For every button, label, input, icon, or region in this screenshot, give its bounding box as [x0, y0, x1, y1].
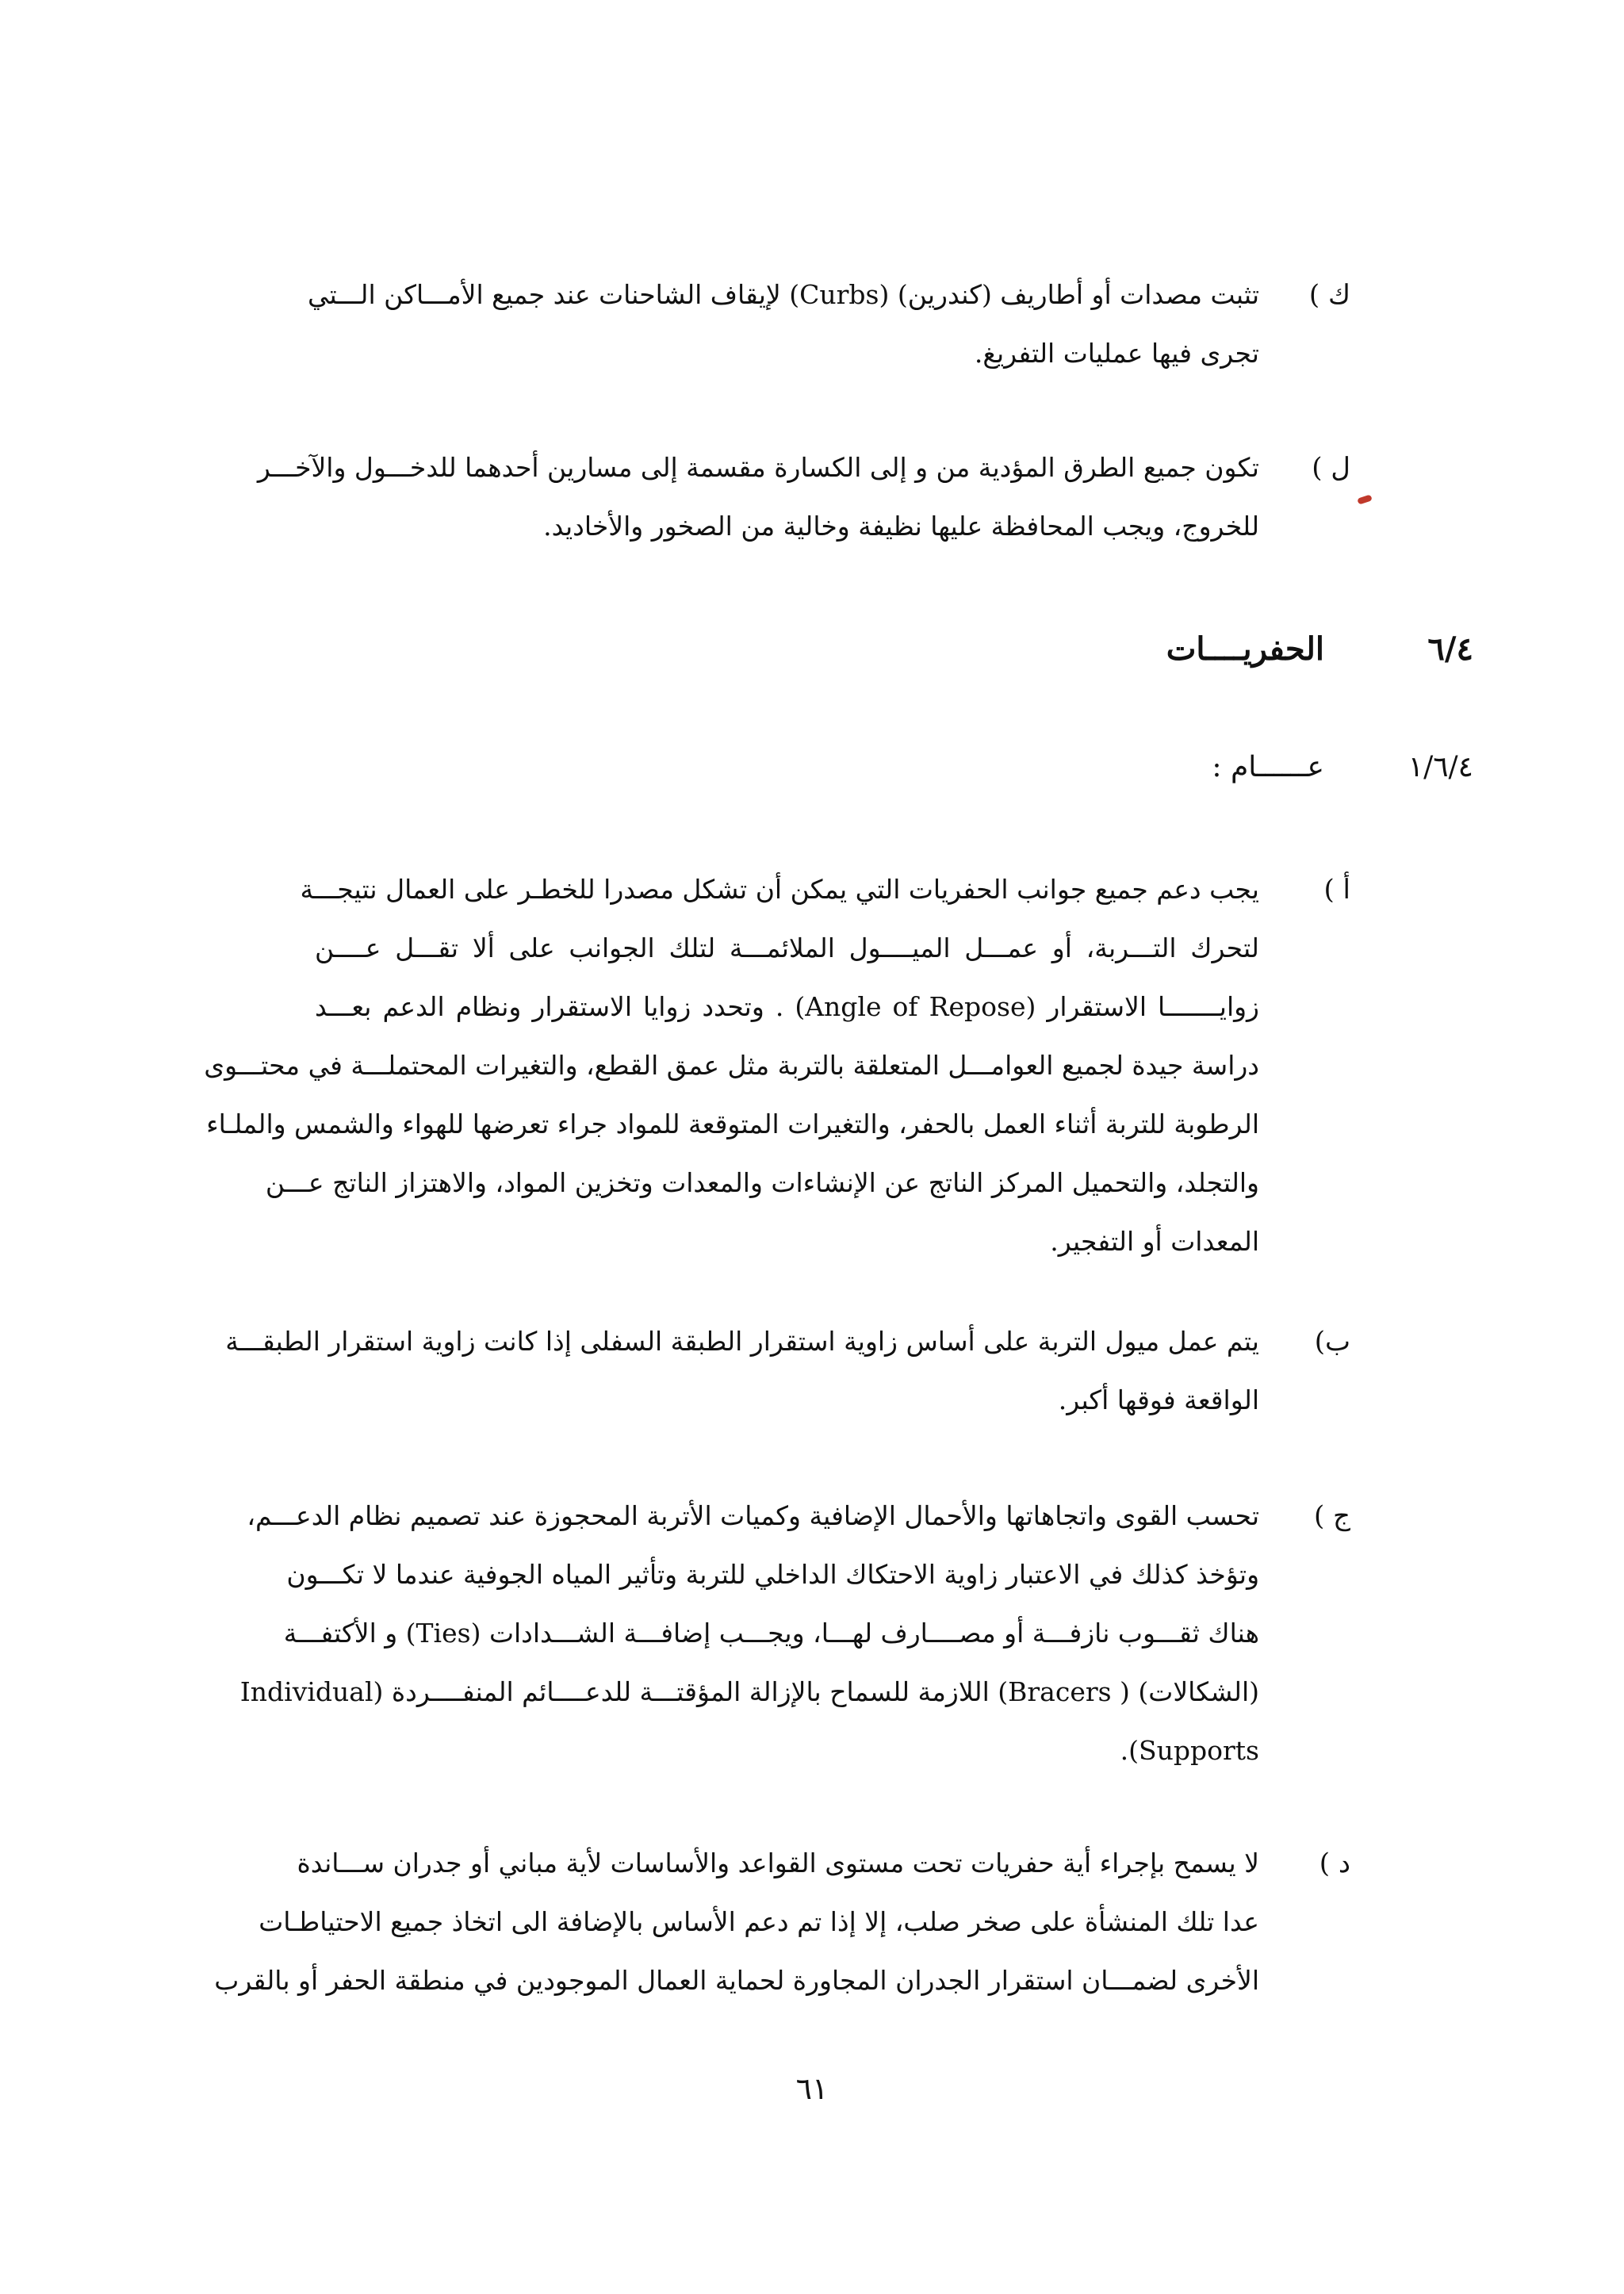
text-line: للخروج، ويجب المحافظة عليها نظيفة وخالية من الصخور والأخاديد.	[543, 511, 1259, 542]
text-line: Supports).	[1120, 1735, 1259, 1766]
list-item-kaf	[197, 266, 1350, 393]
item-label: ج )	[1313, 1500, 1350, 1532]
page-number: ٦١	[795, 2071, 829, 2106]
item-label: ك )	[1308, 279, 1350, 311]
text-line: لتحرك التـــربة، أو عمـــل الميــــول الملائمـــة لتلك الجوانب على ألا تقـــل عــــن	[315, 933, 1259, 963]
margin-mark	[1357, 494, 1373, 504]
subsection-title: عــــــام :	[1212, 751, 1324, 783]
section-number: ٦/٤	[1427, 630, 1473, 668]
item-text	[239, 1487, 1259, 1780]
text-line: الأخرى لضمـــان استقرار الجدران المجاورة لحماية العمال الموجودين في منطقة الحفر أو بالقرب	[214, 1965, 1259, 1996]
text-line: يتم عمل ميول التربة على أساس زاوية استقرار الطبقة السفلى إذا كانت زاوية استقرار الطبقـــة	[225, 1326, 1259, 1357]
item-label: د )	[1319, 1848, 1350, 1879]
text-line: لا يسمح بإجراء أية حفريات تحت مستوى القواعد والأساسات لأية مباني أو جدران ســـاندة	[297, 1848, 1259, 1878]
list-item-alif	[197, 860, 1350, 1273]
text-line: وتؤخذ كذلك في الاعتبار زاوية الاحتكاك الداخلي للتربة وتأثير المياه الجوفية عندما لا تكـــون	[286, 1559, 1259, 1590]
text-line: تثبت مصدات أو أطاريف (كندرين) (Curbs) لإيقاف الشاحنات عند جميع الأمـــاكن الـــتي	[307, 279, 1259, 310]
item-text	[214, 1834, 1259, 2010]
item-text	[307, 266, 1259, 383]
text-line: هناك ثقـــوب نازفـــة أو مصــــارف لهـــا، ويجـــب إضافـــة الشـــدادات (Ties) و الأكتفـــة	[283, 1618, 1259, 1649]
item-label: ل )	[1312, 452, 1350, 484]
text-line: تكون جميع الطرق المؤدية من و إلى الكسارة مقسمة إلى مسارين أحدهما للدخـــول والآخـــر	[257, 452, 1259, 483]
list-item-lam	[197, 439, 1350, 565]
text-line: دراسة جيدة لجميع العوامـــل المتعلقة بالتربة مثل عمق القطع، والتغيرات المحتملـــة في محتـــوى	[204, 1050, 1259, 1081]
text-line: (الشكالات) ( Bracers) اللازمة للسماح بالإزالة المؤقتـــة للدعــــائم المنفــــردة (Individual	[239, 1676, 1259, 1707]
text-line: الواقعة فوقها أكبر.	[1058, 1384, 1259, 1415]
subsection-number: ١/٦/٤	[1408, 751, 1473, 783]
item-text	[225, 1312, 1259, 1430]
list-item-dal	[197, 1834, 1350, 2016]
item-label: أ )	[1323, 874, 1350, 906]
item-text	[204, 860, 1259, 1271]
list-item-jim	[197, 1487, 1350, 1788]
text-line: تجرى فيها عمليات التفريغ.	[974, 338, 1259, 369]
text-line: الرطوبة للتربة أثناء العمل بالحفر، والتغيرات المتوقعة للمواد جراء تعرضها للهواء والشمس والملـاء	[206, 1109, 1259, 1139]
text-line: والتجلد، والتحميل المركز الناتج عن الإنشاءات والمعدات وتخزين المواد، والاهتزاز الناتج عـــن	[265, 1167, 1259, 1198]
text-line: المعدات أو التفجير.	[1050, 1226, 1259, 1257]
list-item-ba	[197, 1312, 1350, 1439]
item-label: ب)	[1314, 1326, 1350, 1358]
item-text	[257, 439, 1259, 556]
text-line: تحسب القوى واتجاهاتها والأحمال الإضافية وكميات الأتربة المحجوزة عند تصميم نظام الدعـــم،	[247, 1500, 1259, 1531]
section-title: الحفريــــات	[1166, 630, 1324, 668]
text-line: عدا تلك المنشأة على صخر صلب، إلا إذا تم دعم الأساس بالإضافة الى اتخاذ جميع الاحتياطـات	[259, 1906, 1259, 1937]
text-line: زوايـــــــا الاستقرار (Angle of Repose) . وتحدد زوايا الاستقرار ونظام الدعم بعـــد	[315, 991, 1259, 1022]
text-line: يجب دعم جميع جوانب الحفريات التي يمكن أن تشكل مصدرا للخطـر على العمال نتيجـــة	[300, 874, 1259, 905]
